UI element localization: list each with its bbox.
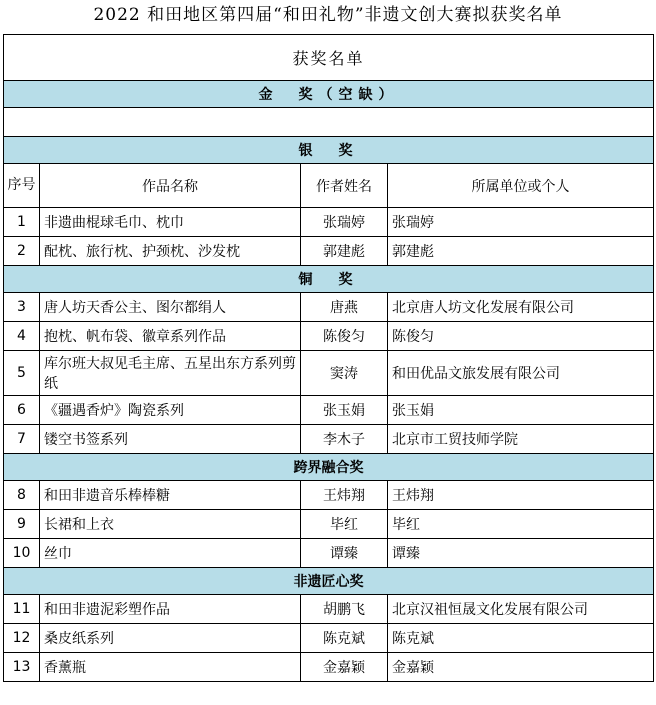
document-title: 2022 和田地区第四届“和田礼物”非遗文创大赛拟获奖名单 (93, 5, 563, 25)
table-row (4, 481, 654, 510)
table-row (4, 653, 654, 682)
table-title: 获奖名单 (4, 35, 654, 81)
table-row (4, 351, 654, 396)
row-unit: 王炜翔 (388, 481, 654, 510)
row-unit: 毕红 (388, 510, 654, 539)
row-work: 和田非遗音乐棒棒糖 (40, 481, 301, 510)
column-header-unit: 所属单位或个人 (388, 164, 654, 208)
row-seq: 13 (4, 653, 40, 682)
row-seq: 6 (4, 396, 40, 425)
section-bronze: 铜 奖 (4, 266, 654, 293)
column-header-work: 作品名称 (40, 164, 301, 208)
row-work: 抱枕、帆布袋、徽章系列作品 (40, 322, 301, 351)
table-row (4, 293, 654, 322)
section-crossover: 跨界融合奖 (4, 454, 654, 481)
award-table (3, 34, 654, 682)
row-author: 郭建彪 (301, 237, 388, 266)
row-unit: 陈克斌 (388, 624, 654, 653)
row-work: 桑皮纸系列 (40, 624, 301, 653)
row-work: 长裙和上衣 (40, 510, 301, 539)
row-work: 香薰瓶 (40, 653, 301, 682)
row-seq: 10 (4, 539, 40, 568)
row-author: 陈克斌 (301, 624, 388, 653)
table-row (4, 396, 654, 425)
row-unit: 北京汉祖恒晟文化发展有限公司 (388, 595, 654, 624)
row-work: 《疆遇香炉》陶瓷系列 (40, 396, 301, 425)
row-author: 张玉娟 (301, 396, 388, 425)
section-gold: 金 奖（空缺） (4, 81, 654, 108)
row-work: 唐人坊天香公主、图尔都绢人 (40, 293, 301, 322)
table-row (4, 322, 654, 351)
section-craftsman: 非遗匠心奖 (4, 568, 654, 595)
row-seq: 5 (4, 351, 40, 396)
row-work: 库尔班大叔见毛主席、五星出东方系列剪纸 (40, 351, 301, 396)
table-row (4, 539, 654, 568)
row-author: 谭臻 (301, 539, 388, 568)
table-row (4, 624, 654, 653)
row-seq: 3 (4, 293, 40, 322)
row-work: 丝巾 (40, 539, 301, 568)
row-work: 镂空书签系列 (40, 425, 301, 454)
row-author: 张瑞婷 (301, 208, 388, 237)
row-seq: 2 (4, 237, 40, 266)
row-author: 王炜翔 (301, 481, 388, 510)
table-row (4, 510, 654, 539)
row-seq: 8 (4, 481, 40, 510)
row-unit: 谭臻 (388, 539, 654, 568)
row-unit: 和田优品文旅发展有限公司 (388, 351, 654, 396)
row-author: 胡鹏飞 (301, 595, 388, 624)
section-silver: 银 奖 (4, 137, 654, 164)
row-author: 唐燕 (301, 293, 388, 322)
table-row (4, 208, 654, 237)
table-row (4, 425, 654, 454)
row-seq: 11 (4, 595, 40, 624)
row-author: 李木子 (301, 425, 388, 454)
row-unit: 北京唐人坊文化发展有限公司 (388, 293, 654, 322)
row-work: 和田非遗泥彩塑作品 (40, 595, 301, 624)
row-seq: 9 (4, 510, 40, 539)
row-unit: 张瑞婷 (388, 208, 654, 237)
row-seq: 4 (4, 322, 40, 351)
row-work: 非遗曲棍球毛巾、枕巾 (40, 208, 301, 237)
row-unit: 金嘉颖 (388, 653, 654, 682)
gold-empty-row (4, 108, 654, 137)
row-seq: 1 (4, 208, 40, 237)
row-unit: 张玉娟 (388, 396, 654, 425)
row-author: 毕红 (301, 510, 388, 539)
row-author: 陈俊匀 (301, 322, 388, 351)
table-row (4, 237, 654, 266)
row-unit: 陈俊匀 (388, 322, 654, 351)
column-header-row (4, 164, 654, 208)
column-header-seq: 序号 (4, 164, 40, 208)
column-header-author: 作者姓名 (301, 164, 388, 208)
table-row (4, 595, 654, 624)
row-unit: 郭建彪 (388, 237, 654, 266)
row-author: 金嘉颖 (301, 653, 388, 682)
row-unit: 北京市工贸技师学院 (388, 425, 654, 454)
row-author: 窦涛 (301, 351, 388, 396)
row-seq: 12 (4, 624, 40, 653)
row-seq: 7 (4, 425, 40, 454)
row-work: 配枕、旅行枕、护颈枕、沙发枕 (40, 237, 301, 266)
